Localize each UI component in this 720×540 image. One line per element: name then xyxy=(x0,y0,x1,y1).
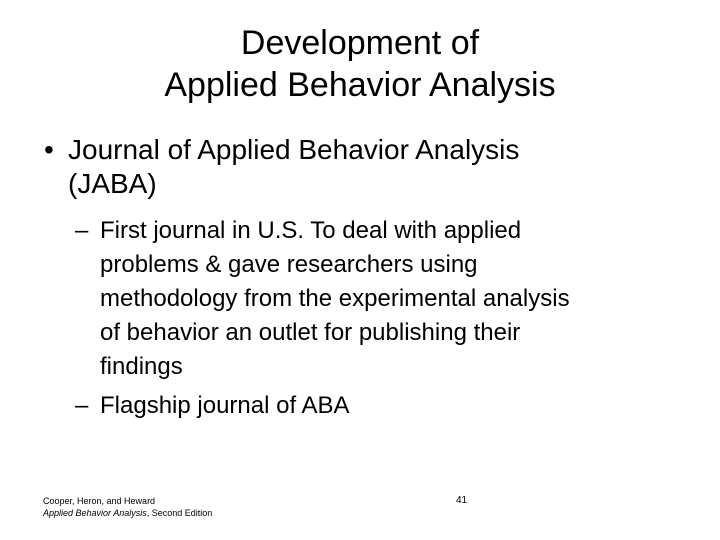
footer-authors: Cooper, Heron, and Heward xyxy=(43,496,156,506)
bullet-text-line-2: (JABA) xyxy=(68,168,157,199)
sub-bullet-text xyxy=(100,389,675,423)
sub-bullet-first-journal xyxy=(75,214,675,384)
footer-book-title: Applied Behavior Analysis xyxy=(43,508,147,518)
title-line-2: Applied Behavior Analysis xyxy=(164,66,556,104)
sub-bullet-line: Flagship journal of ABA xyxy=(100,392,350,419)
sub-bullet-line: methodology from the experimental analysis xyxy=(100,285,570,312)
bullet-marker: • xyxy=(44,134,54,165)
sub-bullet-marker: – xyxy=(75,217,89,244)
footer-book-line xyxy=(43,507,212,519)
footer-edition: , Second Edition xyxy=(146,508,213,518)
sub-bullet-line: problems & gave researchers using xyxy=(100,251,478,278)
sub-bullet-marker: – xyxy=(75,392,89,419)
sub-bullet-line: of behavior an outlet for publishing their xyxy=(100,319,521,346)
page-number: 41 xyxy=(456,495,468,506)
title-line-1: Development of xyxy=(240,24,480,62)
bullet-jaba xyxy=(44,133,684,201)
sub-bullet-text xyxy=(100,214,675,384)
sub-bullet-line: First journal in U.S. To deal with applied xyxy=(100,217,522,244)
bullet-text-line-1: Journal of Applied Behavior Analysis xyxy=(68,134,520,165)
sub-bullet-line: findings xyxy=(100,353,183,380)
footer-citation xyxy=(43,495,212,519)
sub-bullet-flagship xyxy=(75,389,675,423)
bullet-text xyxy=(68,133,684,201)
slide-title xyxy=(0,22,720,106)
